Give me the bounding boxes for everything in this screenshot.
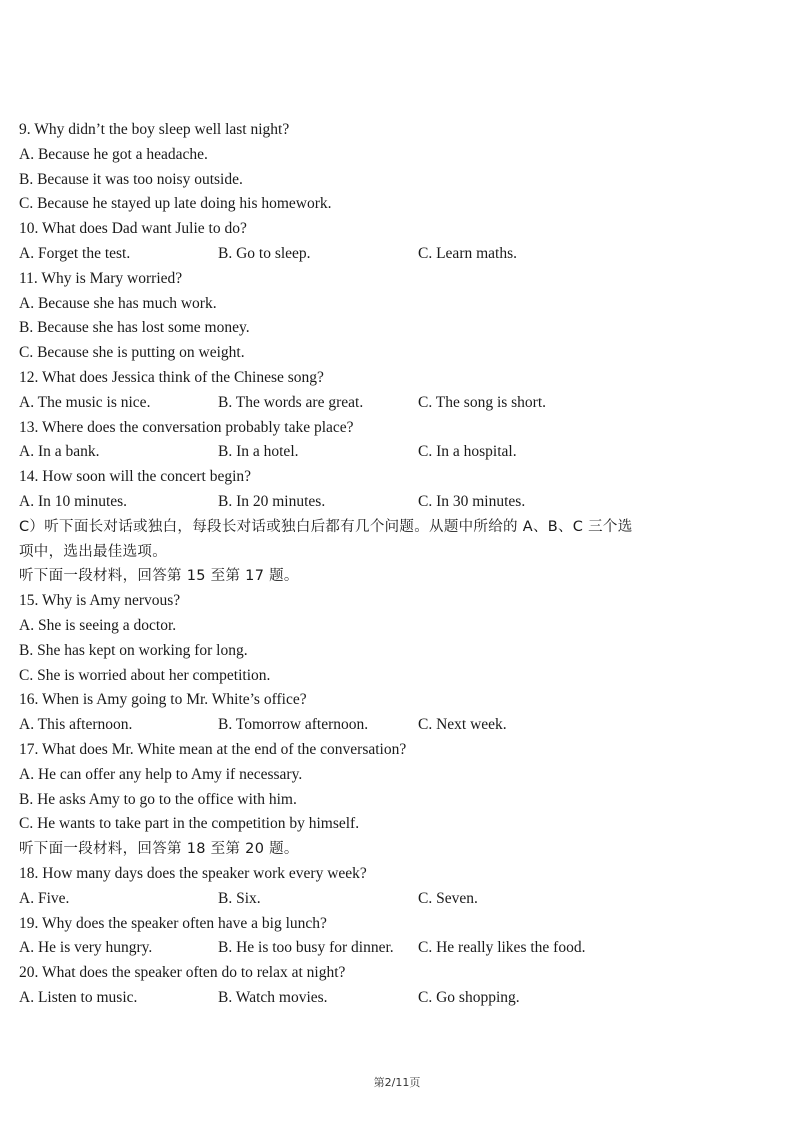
answer-options-row	[19, 242, 779, 267]
answer-option: C. Because he stayed up late doing his homework.	[19, 195, 332, 213]
question-text: 12. What does Jessica think of the Chinese song?	[19, 368, 324, 386]
answer-option-b: B. Tomorrow afternoon.	[218, 716, 369, 734]
answer-option-a: A. In a bank.	[19, 443, 100, 461]
section-instruction: 听下面一段材料，回答第 15 至第 17 题。	[19, 568, 299, 585]
answer-options-row	[19, 936, 779, 961]
answer-option-b: B. The words are great.	[218, 393, 364, 411]
answer-option-c: C. Go shopping.	[418, 988, 520, 1006]
answer-options-row	[19, 887, 779, 912]
answer-option-a: A. This afternoon.	[19, 716, 133, 734]
answer-option-a: A. Forget the test.	[19, 244, 131, 262]
answer-option-c: C. In 30 minutes.	[418, 492, 526, 510]
answer-option-a: A. The music is nice.	[19, 393, 151, 411]
answer-option-c: C. The song is short.	[418, 393, 547, 411]
question-text: 17. What does Mr. White mean at the end of the conversation?	[19, 740, 407, 758]
question-text: 14. How soon will the concert begin?	[19, 468, 252, 486]
answer-option-a: A. Listen to music.	[19, 988, 138, 1006]
question-text: 11. Why is Mary worried?	[19, 269, 183, 287]
question-text: 16. When is Amy going to Mr. White’s office?	[19, 691, 307, 709]
section-instruction: 项中，选出最佳选项。	[19, 543, 167, 560]
answer-option: C. He wants to take part in the competition by himself.	[19, 815, 360, 833]
question-text: 10. What does Dad want Julie to do?	[19, 220, 247, 238]
answer-options-row	[19, 713, 779, 738]
question-text: 9. Why didn’t the boy sleep well last night?	[19, 121, 290, 138]
answer-option-b: B. In 20 minutes.	[218, 492, 326, 510]
answer-option: B. She has kept on working for long.	[19, 641, 248, 659]
answer-options-row	[19, 440, 779, 465]
answer-option-c: C. In a hospital.	[418, 443, 517, 461]
answer-options-row	[19, 490, 779, 515]
question-text: 20. What does the speaker often do to relax at night?	[19, 964, 346, 982]
answer-option-b: B. Go to sleep.	[218, 244, 311, 262]
answer-option-a: A. Five.	[19, 889, 70, 907]
answer-option-b: B. Six.	[218, 889, 261, 907]
answer-options-row	[19, 986, 779, 1011]
answer-option-c: C. He really likes the food.	[418, 939, 586, 957]
answer-option-b: B. In a hotel.	[218, 443, 299, 461]
answer-option-c: C. Learn maths.	[418, 244, 518, 262]
answer-option: B. Because she has lost some money.	[19, 319, 250, 337]
answer-option: C. She is worried about her competition.	[19, 666, 271, 684]
answer-options-row	[19, 391, 779, 416]
exam-content	[19, 118, 779, 1011]
answer-option: A. Because she has much work.	[19, 294, 217, 312]
answer-option-b: B. Watch movies.	[218, 988, 328, 1006]
answer-option: B. Because it was too noisy outside.	[19, 170, 243, 188]
answer-option-c: C. Next week.	[418, 716, 507, 734]
answer-option: B. He asks Amy to go to the office with him.	[19, 790, 297, 808]
question-text: 18. How many days does the speaker work every week?	[19, 864, 367, 882]
section-instruction: 听下面一段材料，回答第 18 至第 20 题。	[19, 841, 299, 858]
answer-option: A. He can offer any help to Amy if necessary.	[19, 765, 303, 783]
page-number: 第2/11页	[373, 1076, 421, 1089]
answer-option-c: C. Seven.	[418, 889, 478, 907]
answer-option-a: A. In 10 minutes.	[19, 492, 128, 510]
answer-option: C. Because she is putting on weight.	[19, 344, 245, 362]
section-instruction: C）听下面长对话或独白，每段长对话或独白后都有几个问题。从题中所给的 A、B、C 三个选	[19, 518, 633, 535]
answer-option: A. She is seeing a doctor.	[19, 616, 177, 634]
answer-option-a: A. He is very hungry.	[19, 939, 153, 957]
answer-option-b: B. He is too busy for dinner.	[218, 939, 394, 957]
question-text: 19. Why does the speaker often have a big lunch?	[19, 914, 327, 932]
answer-option: A. Because he got a headache.	[19, 145, 208, 163]
question-text: 15. Why is Amy nervous?	[19, 592, 181, 610]
question-text: 13. Where does the conversation probably take place?	[19, 418, 354, 436]
